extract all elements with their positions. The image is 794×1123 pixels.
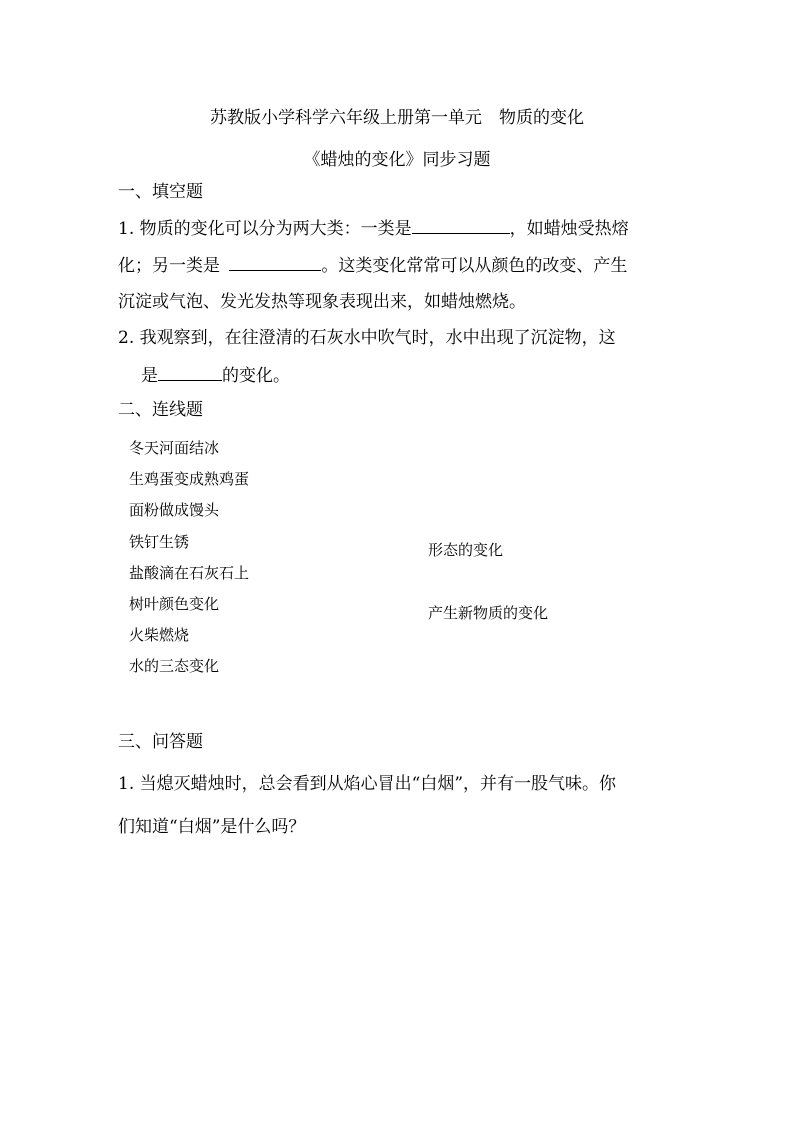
question-number: 2. [118, 328, 135, 348]
question-text: 我观察到，在往澄清的石灰水中吹气时，水中出现了沉淀物，这 [139, 328, 616, 348]
question-1-line-3: 沉淀或气泡、发光发热等现象表现出来，如蜡烛燃烧。 [118, 292, 526, 312]
question-1-line-1 [118, 216, 629, 241]
question-2-line-2 [141, 363, 290, 388]
question-text: 物质的变化可以分为两大类：一类是 [139, 219, 412, 239]
match-left-item[interactable]: 树叶颜色变化 [129, 595, 220, 613]
section-heading-fill-in: 一、填空题 [118, 182, 203, 202]
match-left-item[interactable]: 生鸡蛋变成熟鸡蛋 [129, 470, 250, 488]
qa-question-line-1: 1. 当熄灭蜡烛时，总会看到从焰心冒出“白烟”，并有一股气味。你 [118, 774, 617, 794]
question-text: 化；另一类是 [118, 256, 220, 276]
qa-question-line-2: 们知道“白烟”是什么吗？ [118, 817, 306, 837]
section-heading-matching: 二、连线题 [118, 400, 203, 420]
question-text: ，如蜡烛受热熔 [509, 219, 629, 239]
question-number: 1. [118, 219, 135, 239]
question-text: 是 [141, 366, 158, 386]
section-heading-qa: 三、问答题 [118, 732, 203, 752]
match-right-item[interactable]: 形态的变化 [428, 541, 504, 559]
match-left-item[interactable]: 盐酸滴在石灰石上 [129, 564, 250, 582]
page-title: 苏教版小学科学六年级上册第一单元 物质的变化 [210, 108, 584, 128]
question-1-line-2 [118, 253, 627, 278]
question-text: 。这类变化常常可以从颜色的改变、产生 [321, 256, 628, 276]
match-left-item[interactable]: 冬天河面结冰 [129, 439, 220, 457]
question-2-line-1 [118, 326, 616, 350]
page-subtitle: 《蜡烛的变化》同步习题 [303, 150, 491, 170]
answer-blank[interactable] [412, 216, 510, 234]
match-left-item[interactable]: 铁钉生锈 [129, 533, 190, 551]
match-left-item[interactable]: 面粉做成馒头 [129, 501, 220, 519]
answer-blank[interactable] [229, 253, 321, 271]
question-text: 的变化。 [222, 366, 290, 386]
match-right-item[interactable]: 产生新物质的变化 [428, 604, 549, 622]
match-left-item[interactable]: 火柴燃烧 [129, 626, 190, 644]
answer-blank[interactable] [158, 363, 222, 381]
match-left-item[interactable]: 水的三态变化 [129, 657, 220, 675]
